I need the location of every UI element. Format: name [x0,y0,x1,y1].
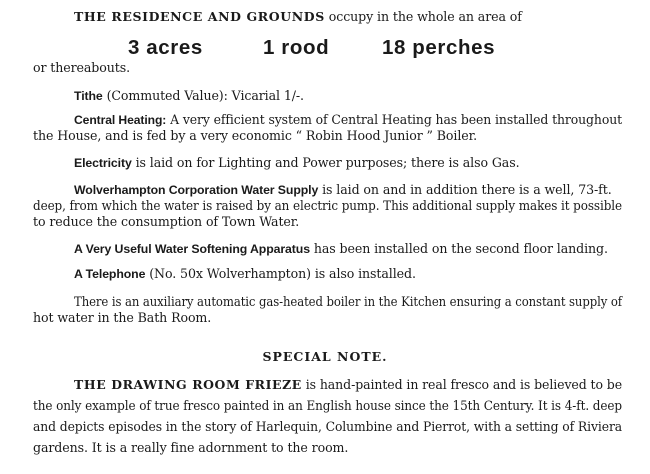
central-heating-text-1: A very efficient system of Central Heating has been installed throughout [170,112,623,127]
boiler-line-2: hot water in the Bath Room. [33,310,212,325]
area-perches: 18 perches [382,36,496,59]
water-softening-paragraph [74,241,608,257]
water-supply-line-1 [74,182,612,198]
special-note-heading: SPECIAL NOTE. [262,349,388,364]
frieze-text-1: is hand-painted in real fresco and is believed to be [305,377,623,392]
boiler-line-1: There is an auxiliary automatic gas-heated boiler in the Kitchen ensuring a constant supply of [74,294,623,309]
central-heating-label: Central Heating: [74,113,167,127]
area-row [0,35,650,63]
telephone-paragraph [74,266,416,282]
tithe-text: (Commuted Value): Vicarial 1/-. [106,88,304,103]
tithe-paragraph [74,88,304,104]
frieze-line-3: and depicts episodes in the story of Harlequin, Columbine and Pierrot, with a setting of Riviera [33,419,623,434]
central-heating-line-2: the House, and is fed by a very economic “ Robin Hood Junior ” Boiler. [33,128,478,143]
water-supply-label: Wolverhampton Corporation Water Supply [74,183,319,197]
telephone-label: A Telephone [74,267,146,281]
area-rood: 1 rood [263,36,330,59]
electricity-text: is laid on for Lighting and Power purposes; there is also Gas. [135,155,520,170]
residence-intro-text: occupy in the whole an area of [328,9,522,24]
water-softening-text: has been installed on the second floor landing. [313,241,608,256]
electricity-label: Electricity [74,156,132,170]
water-supply-line-2: deep, from which the water is raised by an electric pump. This additional supply makes it possible [33,198,623,213]
thereabouts-text: or thereabouts. [33,60,130,75]
frieze-line-4: gardens. It is a really fine adornment to the room. [33,440,349,455]
water-supply-line-3: to reduce the consumption of Town Water. [33,214,300,229]
area-acres: 3 acres [128,36,203,59]
frieze-line-1 [74,377,622,393]
frieze-line-2: the only example of true fresco painted in an English house since the 15th Century. It is 4-ft. deep [33,398,622,413]
residence-heading: THE RESIDENCE AND GROUNDS [74,9,325,24]
frieze-heading: THE DRAWING ROOM FRIEZE [74,377,302,392]
tithe-label: Tithe [74,89,103,103]
water-softening-label: A Very Useful Water Softening Apparatus [74,242,310,256]
telephone-text: (No. 50x Wolverhampton) is also installed. [149,266,416,281]
electricity-paragraph [74,155,519,171]
water-supply-text-1: is laid on and in addition there is a well, 73-ft. [322,182,612,197]
central-heating-line-1 [74,112,622,128]
residence-paragraph [74,9,522,25]
